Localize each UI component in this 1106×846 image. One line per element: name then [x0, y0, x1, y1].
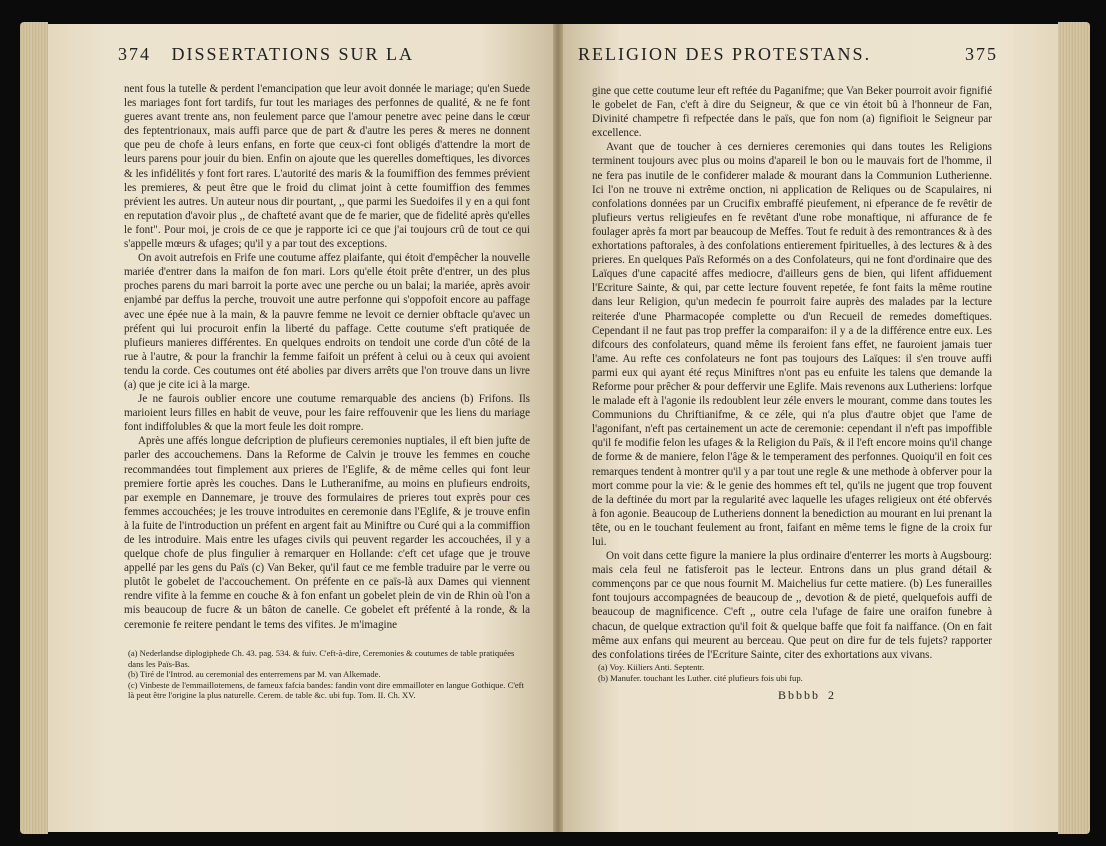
right-running-head [578, 44, 998, 65]
footnote: (c) Vinbeste de l'emmaillotemens, de fameux fafcia bandes: fandin vont dire emmailloter en langue Gothique. C'eft là peut être l'origine la plus naturelle. Cerem. de table &c. ubi fup. Tom. II. Ch. XV. [128, 679, 524, 701]
left-body-text [124, 82, 530, 632]
right-head-title: RELIGION DES PROTESTANS. [578, 44, 872, 64]
footnote: (a) Nederlandse diplogiphede Ch. 43. pag. 534. & fuiv. C'eft-à-dire, Ceremonies & coutumes de table pratiquées dans les Païs-Bas. [128, 648, 515, 669]
right-page-number: 375 [965, 44, 998, 64]
signature-mark [770, 688, 836, 703]
left-paragraph: Je ne faurois oublier encore une coutume remarquable des anciens (b) Frifons. Ils marioient leurs filles en habit de veuve, pour les faire reffouvenir que les liens du mariage font indiffolubles & que la mort feule les doit rompre. [124, 393, 530, 434]
left-paragraph: nent fous la tutelle & perdent l'emancipation que leur avoit donnée le mariage; qu'en Suede les mariages font fort tardifs, fur tout les mariages des perfonnes de qualité, & ne fe font gueres avant trente ans, non feulement parce que l'amour penetre avec peine dans le cœur des feptentrionaux, mais auffi parce que de part & d'autre les peres & meres ne donnent que peu de chofe à leurs enfans, en forte que ceux-ci font obligés d'attendre la mort de leurs parens pour jouir du bien. Enfin on ajoute que les querelles domeftiques, les divorces & les infidélités y font fort rares. L'autorité des maris & la foumiffion des femmes prévient les premieres, & peut être que le froid du climat joint à cette foumiffion des femmes prévient les autres. Un auteur nous dir pourtant, ,, que parmi les Suedoifes il y en a qui font en reputation d'avoir plus ,, de chafteté avant que de fe marier, que de fidelité après qu'elles le font". Pour moi, je crois de ce que je rapporte ici ce que j'ai toujours crû de tout ce qui s'appelle mœurs & ufages; qu'il y a par tout des exceptions. [124, 83, 530, 251]
footnote: (b) Manufer. touchant les Luther. cité plufieurs fois ubi fup. [598, 672, 803, 683]
left-paragraph: On avoit autrefois en Frife une coutume affez plaifante, qui étoit d'empêcher la nouvelle mariée d'entrer dans la maifon de fon mari. Lors qu'elle étoit prête d'entrer, un des plus proches parens du mari barroit la porte avec une perche ou un balai; la mariée, après avoir enjambé par deffus la perche, trouvoit une autre perfonne qui s'oppofoit encore au paffage avec une épée nue à la main, & la pauvre femme ne levoit ce dernier obftacle qu'avec un préfent qui lui procuroit enfin la liberté du paffage. Cette coutume s'eft pratiquée de plufieurs manieres différentes. En quelques endroits on tendoit une corde d'un côté de la rue à l'autre, & pour la franchir la femme faifoit un préfent à celui ou à ceux qui avoient tendu la corde. Ces coutumes ont été abolies par divers arrêts que l'on trouve dans un livre (a) que je cite ici à la marge. [124, 252, 530, 391]
footnote: (a) Voy. Kiiliers Anti. Septentr. [598, 662, 705, 672]
right-paragraph: gine que cette coutume leur eft reftée du Paganifme; que Van Beker pourroit avoir fignifié le gobelet de Fan, c'eft à dire du Seigneur, & que ce vin étoit bû à l'honneur de Fan, Divinité champetre fi refpectée dans le païs, que fon nom (a) fignifioit le Seigneur par excellence. [592, 85, 992, 140]
footnote: (b) Tiré de l'Introd. au ceremonial des enterremens par M. van Alkemade. [128, 669, 381, 680]
signature-letters: Bbbbb [778, 688, 821, 702]
left-footnotes [128, 648, 528, 701]
left-page-number: 374 [118, 44, 151, 64]
right-paragraph: On voit dans cette figure la maniere la plus ordinaire d'enterrer les morts à Augsbourg: mais cela feul ne fatisferoit pas le lecteur. Entrons dans un plus grand détail & commençons par ce que nous fournit M. Maichelius fur cette matiere. (b) Les funerailles font toujours accompagnées de beaucoup de ,, devotion & de pieté, quelquefois auffi de beaucoup de magnificence. C'eft ,, outre cela l'ufage de faire une oraifon funebre à chacun, de quelque extraction qu'il foit & quelque baffe que foit fa naiffance. (On en fait même aux enfans qui meurent au berceau. Que peut on dire fur de tels fujets? rapporter des confolations tirées de l'Ecriture Sainte, citer des exhortations aux vivans. [592, 550, 992, 661]
book-gutter [553, 24, 563, 832]
signature-number: 2 [828, 688, 837, 702]
right-footnotes [598, 662, 978, 683]
right-body-text [592, 84, 992, 662]
right-paragraph: Avant que de toucher à ces dernieres ceremonies qui dans toutes les Religions terminent toujours avec plus ou moins d'apareil le bon ou le mauvais fort de l'homme, il ne fera pas inutile de le confiderer malade & mourant dans la Communion Lutherienne. Ici l'on ne trouve ni extrême onction, ni application de Reliques ou de Scapulaires, ni confolations données par un Crucifix embraffé pieufement, ni efperance de fe revêtir de plufieurs vertus religieufes en fe revêtant d'une robe monaftique, ni affurance de fe foulager après fa mort par beaucoup de Meffes. Tout fe reduit à des remontrances & à des exhortations paftorales, à des confolations entierement fpirituelles, à des lectures & à des prieres. En quelques Païs Reformés on a des Confolateurs, qui ne font d'ordinaire que des Laïques d'une capacité affes mediocre, d'ailleurs gens de bien, qui lifent affiduement l'Ecriture Sainte, & qui, par cette lecture fouvent repetée, fe font faits la même routine dans leur Religion, qu'un medecin fe pourroit faire auprès des malades par la lecture reiterée d'une Pharmacopée complette ou d'un Recueil de remedes domeftiques. Cependant il ne faut pas trop preffer la comparaifon: il y a de la différence entre eux. Les difcours des confolateurs, quand même ils feroient fans effet, ne fauroient jamais tuer l'ame. Au refte ces confolateurs ne font pas toujours des Laïques: il s'en trouve auffi parmi eux qui ayant été reçus Miniftres n'ont pas eu enfuite les talens que demande la Reforme pour prêcher & pour deffervir une Eglife. Mais revenons aux Lutheriens: lorfque le malade eft à l'agonie ils redoublent leur zéle envers le mourant, comme dans toutes les Communions du Chriftianifme, & ce zéle, qui n'a plus d'autre objet que l'ame de l'agonifant, n'eft pas certainement un acte de ceremonie: cependant il n'eft pas impoffible qu'il fe modifie felon les ufages & la Religion du Païs, & il l'eft encore moins qu'il change de forme & de maniere, felon l'âge & le temperament des perfonnes. Quoiqu'il en foit ces remarques tendent à montrer qu'il y a par tout une regle & une methode à obferver pour la mort comme pour la vie: & le genie des hommes eft tel, qu'ils ne jugent que trop fouvent de la deftinée du mort par la regularité avec laquelle les ufages religieux ont été obfervés à fon agonie. Beaucoup de Lutheriens donnent la benediction au mourant en lui prenant la tête, ou en le touchant feulement au front, faifant en même tems le figne de la croix fur lui. [592, 141, 992, 548]
left-page-edges [20, 22, 48, 834]
left-head-title: DISSERTATIONS SUR LA [171, 44, 414, 64]
right-page-edges [1058, 22, 1090, 834]
left-running-head [118, 44, 414, 65]
left-paragraph: Après une affés longue defcription de plufieurs ceremonies nuptiales, il eft bien jufte de parler des accouchemens. Dans la Reforme de Calvin je trouve les femmes en couche recommandées tout fimplement aux prieres de l'Eglife, & de même celles qui font leur premiere fortie après les couches. Dans le Lutheranifme, au moins en plufieurs endroits, par exemple en Dannemare, je trouve des formulaires de prieres tout exprès pour ces femmes accouchées; je les trouve introduites en ceremonie dans l'Eglife, & je trouve enfin à la fuite de l'introduction un préfent en argent fait au Miniftre ou Curé qui a la commiffion de les introduire. Mais entre les ufages civils qui peuvent regarder les accouchées, il y a quelque chofe de plus fingulier à remarquer en Hollande: c'eft cet ufage que je trouve appellé par les gens du Païs (c) Van Beker, qu'il faut ce me femble traduire par le verre ou plutôt le gobelet de l'accouchement. On préfente en ce païs-là aux Dames qui viennent rendre vifite à la femme en couche & à fon enfant un gobelet plein de vin de Rhin où l'on a mis beaucoup de fucre & un bâton de canelle. Ce gobelet eft préfenté à la ronde, & la ceremonie fe reitere pendant le tems des vifites. Je m'imagine [124, 435, 530, 631]
